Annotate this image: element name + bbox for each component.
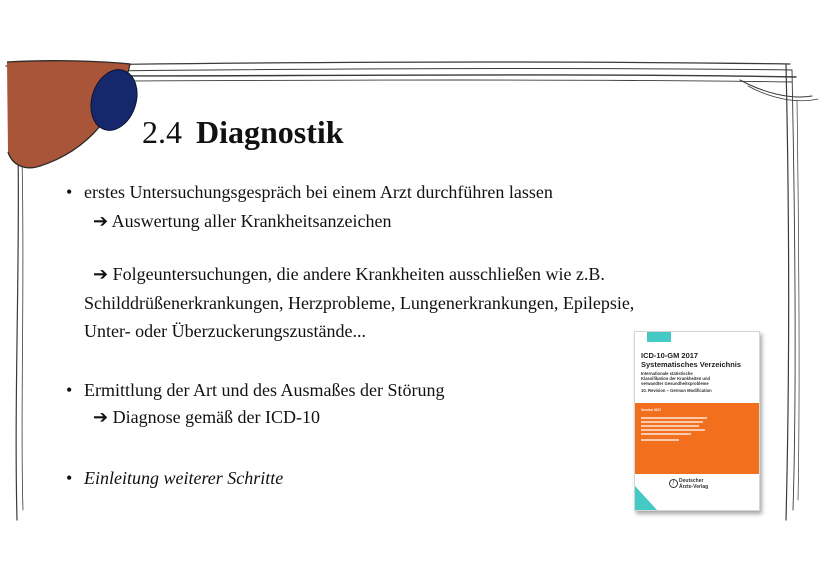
- icd10-book-cover: [634, 331, 760, 511]
- slide-title: [142, 112, 344, 152]
- arrow-icon: ➔: [93, 407, 109, 427]
- followup-line-1: [93, 262, 605, 286]
- bullet1-text: erstes Untersuchungsgespräch bei einem Arzt durchführen lassen: [84, 182, 553, 202]
- book-orange-band: [635, 403, 759, 474]
- book-publisher: Deutscher Ärzte-Verlag: [679, 478, 709, 490]
- book-title: ICD-10-GM 2017 Systematisches Verzeichnis: [641, 351, 742, 369]
- book-tab-accent: [647, 332, 671, 342]
- bullet2-text: Ermittlung der Art und des Ausmaßes der Störung: [84, 380, 445, 400]
- bullet-marker: •: [66, 380, 73, 400]
- book-fine-print: [641, 416, 711, 442]
- followup-line-2: Schilddrüßenerkrankungen, Herzprobleme, Lungenerkrankungen, Epilepsie,: [84, 293, 635, 313]
- bullet-marker: •: [66, 182, 73, 202]
- bullet2-subpoint: [93, 405, 320, 429]
- section-number: 2.4: [142, 114, 182, 150]
- section-title: Diagnostik: [196, 114, 344, 150]
- bullet2-subpoint-text: Diagnose gemäß der ICD-10: [112, 407, 321, 427]
- book-subtitle: Internationale statistische Klassifikation der Krankheiten und verwandter Gesundheitsprobleme 10. Revision – German Modification: [641, 371, 712, 393]
- bullet1-subpoint: [93, 209, 392, 233]
- arrow-icon: ➔: [93, 264, 109, 284]
- arrow-icon: ➔: [93, 211, 109, 231]
- book-version: Version 2017: [641, 408, 662, 412]
- bullet1-subpoint-text: Auswertung aller Krankheitsanzeichen: [111, 211, 392, 231]
- bullet3-text: Einleitung weiterer Schritte: [84, 468, 284, 488]
- bullet-marker: •: [66, 468, 73, 488]
- publisher-logo-icon: ƒ: [669, 479, 678, 488]
- followup-text-1: Folgeuntersuchungen, die andere Krankheiten ausschließen wie z.B.: [112, 264, 605, 284]
- followup-line-3: Unter- oder Überzuckerungszustände...: [84, 321, 367, 341]
- corner-ornament: [7, 61, 145, 168]
- book-teal-corner: [635, 486, 657, 510]
